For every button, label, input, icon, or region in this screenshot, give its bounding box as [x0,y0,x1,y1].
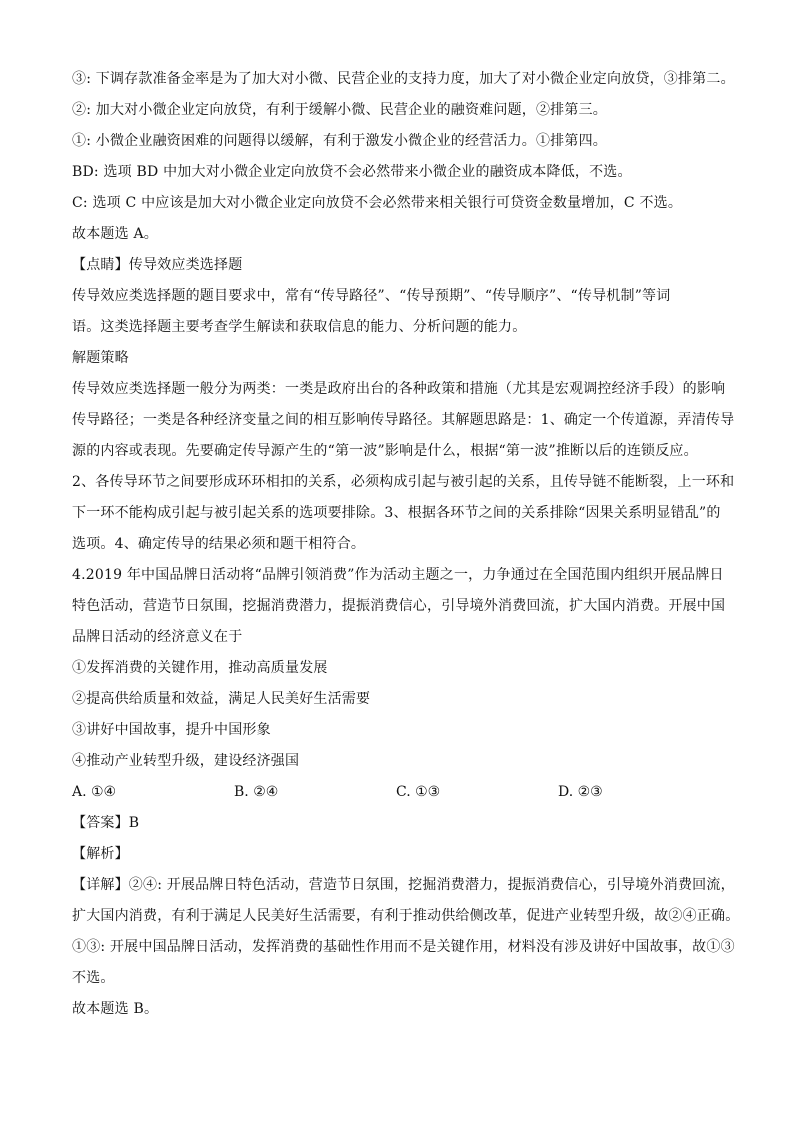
strategy-heading: 解题策略 [72,350,129,366]
statement-item: ①发挥消费的关键作用，推动高质量发展 [72,660,328,676]
statement-item: ②提高供给质量和效益，满足人民美好生活需要 [72,691,371,707]
explanation-line: ③: 下调存款准备金率是为了加大对小微、民营企业的支持力度，加大了对小微企业定向放贷，③排第二。 [72,71,735,87]
option-d: D. ②③ [558,784,603,800]
document-page [72,64,740,1025]
paragraph-line: 选项。4、确定传导的结果必须和题干相符合。 [72,536,366,552]
question-stem-line: 特色活动，营造节日氛围，挖掘消费潜力，提振消费信心，引导境外消费回流，扩大国内消费。开展中国 [72,598,726,614]
paragraph-line: 2、各传导环节之间要形成环环相扣的关系，必须构成引起与被引起的关系，且传导链不能断裂，上一环和 [72,474,735,490]
tip-heading: 【点睛】传导效应类选择题 [72,257,243,273]
explanation-line: C: 选项 C 中应该是加大对小微企业定向放贷不会必然带来相关银行可贷资金数量增加，C 不选。 [72,195,683,211]
detail-line: 【详解】②④: 开展品牌日特色活动，营造节日氛围，挖掘消费潜力，提振消费信心，引导境外消费回流， [72,877,735,893]
paragraph-line: 传导效应类选择题的题目要求中，常有“传导路径”、“传导预期”、“传导顺序”、“传导机制”等词 [72,288,671,304]
paragraph-line: 传导路径；一类是各种经济变量之间的相互影响传导路径。其解题思路是：1、确定一个传道源，弄清传导 [72,412,735,428]
question-stem-line: 品牌日活动的经济意义在于 [72,629,243,645]
conclusion-line: 故本题选 A。 [72,226,158,242]
explanation-line: ①: 小微企业融资困难的问题得以缓解，有利于激发小微企业的经营活力。①排第四。 [72,133,607,149]
explanation-line: BD: 选项 BD 中加大对小微企业定向放贷不会必然带来小微企业的融资成本降低，不选。 [72,164,632,180]
option-b: B. ②④ [234,784,279,800]
detail-line: 不选。 [72,970,115,986]
paragraph-line: 语。这类选择题主要考查学生解读和获取信息的能力、分析问题的能力。 [72,319,527,335]
option-a: A. ①④ [72,784,117,800]
statement-item: ④推动产业转型升级，建设经济强国 [72,753,300,769]
conclusion-line: 故本题选 B。 [72,1001,159,1017]
detail-line: 扩大国内消费，有利于满足人民美好生活需要，有利于推动供给侧改革，促进产业转型升级，故②④正确。 [72,908,740,924]
statement-item: ③讲好中国故事，提升中国形象 [72,722,271,738]
answer-options [72,777,724,808]
paragraph-line: 下一环不能构成引起与被引起关系的选项要排除。3、根据各环节之间的关系排除“因果关系明显错乱”的 [72,505,721,521]
explanation-line: ②: 加大对小微企业定向放贷，有利于缓解小微、民营企业的融资难问题，②排第三。 [72,102,607,118]
paragraph-line: 传导效应类选择题一般分为两类：一类是政府出台的各种政策和措施（尤其是宏观调控经济手段）的影响 [72,381,726,397]
paragraph-line: 源的内容或表现。先要确定传导源产生的“第一波”影响是什么，根据“第一波”推断以后的连锁反应。 [72,443,698,459]
option-c: C. ①③ [396,784,441,800]
answer-line: 【答案】B [72,815,140,831]
analysis-heading: 【解析】 [72,846,129,862]
detail-line: ①③: 开展中国品牌日活动，发挥消费的基础性作用而不是关键作用，材料没有涉及讲好中国故事，故①③ [72,939,735,955]
question-stem-line: 4.2019 年中国品牌日活动将“品牌引领消费”作为活动主题之一，力争通过在全国范围内组织开展品牌日 [72,567,724,583]
